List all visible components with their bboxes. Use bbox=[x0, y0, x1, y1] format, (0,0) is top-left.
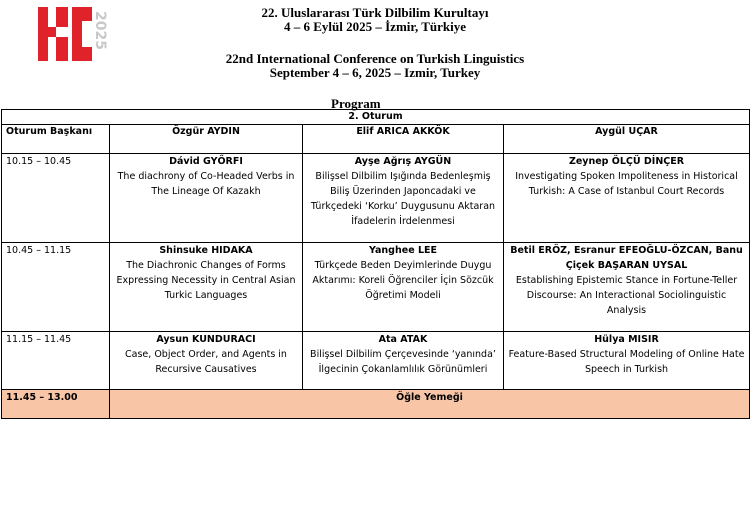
lunch-label: Öğle Yemeği bbox=[110, 390, 750, 419]
logo-year-text: 2025 bbox=[92, 11, 108, 50]
chair-2: Elif ARICA AKKÖK bbox=[303, 125, 504, 154]
speaker-name: Yanghee LEE bbox=[369, 245, 437, 256]
talk-cell bbox=[303, 154, 504, 243]
speaker-name: Ayşe Ağrış AYGÜN bbox=[354, 156, 452, 167]
slot-time: 11.15 – 11.45 bbox=[2, 332, 110, 390]
slot-time: 10.45 – 11.15 bbox=[2, 243, 110, 332]
table-row bbox=[2, 332, 750, 390]
talk-title: Bilişsel Dilbilim Işığında Bedenleşmiş Biliş Üzerinden Japoncadaki ve Türkçedeki ‘Korku’ Duygusunu Aktaran İfadelerin İrdelenmesi bbox=[310, 171, 496, 227]
speaker-name: Ata ATAK bbox=[378, 334, 428, 345]
speaker-name: Shinsuke HIDAKA bbox=[159, 245, 253, 256]
speaker-name: Dávid GYŐRFI bbox=[169, 156, 243, 167]
talk-title: Feature-Based Structural Modeling of Online Hate Speech in Turkish bbox=[508, 349, 745, 375]
speaker-name: Zeynep ÖLÇÜ DİNÇER bbox=[568, 156, 685, 167]
session-title: 2. Oturum bbox=[2, 110, 750, 125]
program-heading: Program bbox=[331, 96, 381, 111]
chair-3: Aygül UÇAR bbox=[504, 125, 750, 154]
slot-time: 10.15 – 10.45 bbox=[2, 154, 110, 243]
talk-cell bbox=[110, 243, 303, 332]
lunch-time: 11.45 – 13.00 bbox=[2, 390, 110, 419]
speaker-name: Betil ERÖZ, Esranur EFEOĞLU-ÖZCAN, Banu Çiçek BAŞARAN UYSAL bbox=[510, 245, 743, 271]
conference-dates-en: September 4 – 6, 2025 – Izmir, Turkey bbox=[269, 65, 481, 80]
table-row bbox=[2, 243, 750, 332]
conference-dates-tr: 4 – 6 Eylül 2025 – İzmir, Türkiye bbox=[283, 19, 467, 34]
chair-1: Özgür AYDIN bbox=[110, 125, 303, 154]
talk-title: Case, Object Order, and Agents in Recursive Causatives bbox=[125, 349, 287, 375]
talk-cell bbox=[504, 332, 750, 390]
conference-title-en: 22nd International Conference on Turkish Linguistics bbox=[225, 51, 525, 66]
talk-cell bbox=[110, 332, 303, 390]
talk-cell bbox=[110, 154, 303, 243]
chair-label: Oturum Başkanı bbox=[2, 125, 110, 154]
talk-title: The Diachronic Changes of Forms Expressing Necessity in Central Asian Turkic Languages bbox=[116, 260, 296, 301]
talk-cell bbox=[504, 154, 750, 243]
chair-row bbox=[2, 125, 750, 154]
talk-title: The diachrony of Co-Headed Verbs in The Lineage Of Kazakh bbox=[117, 171, 295, 197]
talk-cell bbox=[303, 243, 504, 332]
talk-title: Bilişsel Dilbilim Çerçevesinde ‘yanında’ İlgecinin Çokanlamlılık Görünümleri bbox=[310, 349, 496, 375]
program-table bbox=[1, 109, 750, 419]
conference-title-tr: 22. Uluslararası Türk Dilbilim Kurultayı bbox=[261, 5, 489, 20]
talk-cell bbox=[303, 332, 504, 390]
talk-title: Investigating Spoken Impoliteness in Historical Turkish: A Case of Istanbul Court Records bbox=[515, 171, 738, 197]
speaker-name: Hülya MISIR bbox=[594, 334, 659, 345]
talk-cell bbox=[504, 243, 750, 332]
table-row bbox=[2, 154, 750, 243]
speaker-name: Aysun KUNDURACI bbox=[156, 334, 256, 345]
talk-title: Establishing Epistemic Stance in Fortune-Teller Discourse: An Interactional Sociolinguistic Analysis bbox=[515, 275, 738, 316]
lunch-row bbox=[2, 390, 750, 419]
session-header-row bbox=[2, 110, 750, 125]
talk-title: Türkçede Beden Deyimlerinde Duygu Aktarımı: Koreli Öğrenciler İçin Sözcük Öğretimi Modeli bbox=[312, 260, 494, 301]
